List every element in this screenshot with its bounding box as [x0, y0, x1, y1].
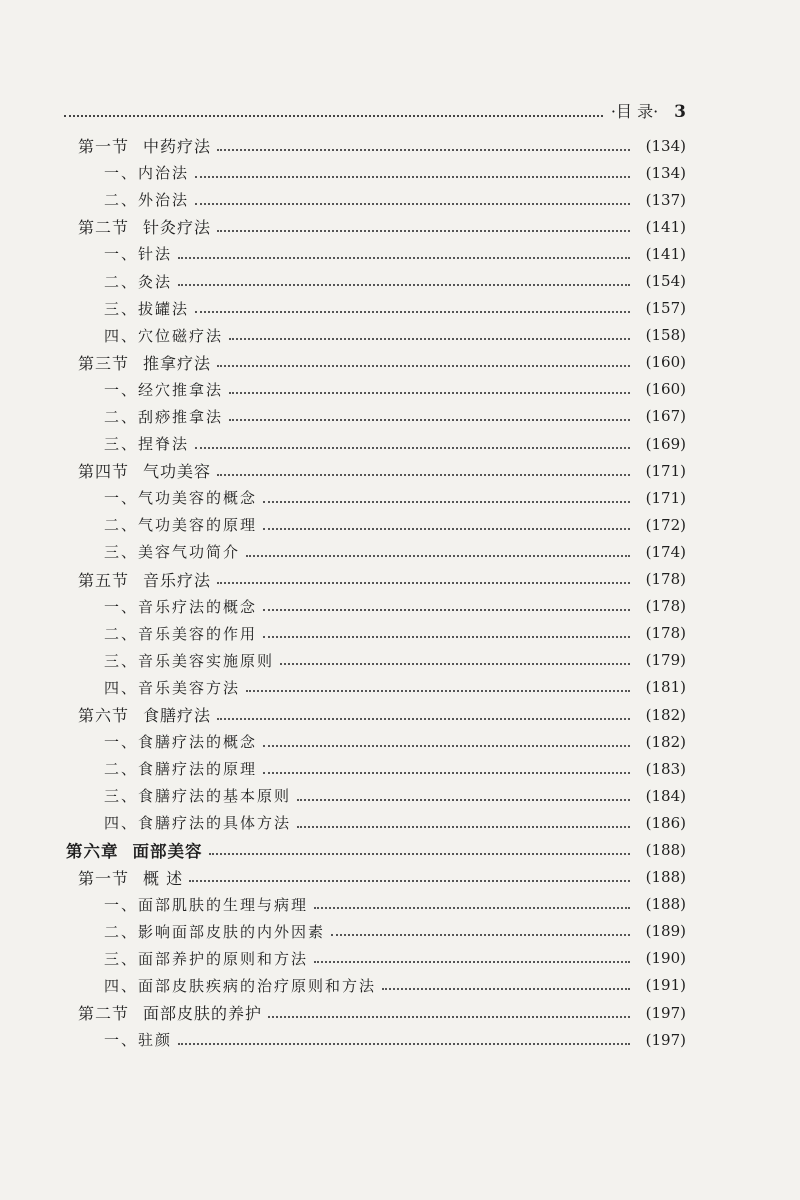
toc-entry — [64, 376, 686, 403]
toc-entry-label — [64, 215, 211, 238]
toc-entry-page: (178) — [645, 570, 686, 589]
toc-entry-text: 四、食膳疗法的具体方法 — [104, 814, 292, 833]
toc-entry-text: 食膳疗法 — [143, 706, 212, 726]
dot-leader — [195, 311, 630, 313]
toc-entry-text: 二、食膳疗法的原理 — [104, 760, 258, 779]
toc-entry-label — [64, 162, 189, 183]
toc-entry — [64, 593, 686, 620]
dot-leader — [217, 365, 630, 367]
dot-leader — [331, 934, 630, 936]
toc-entry — [64, 809, 686, 836]
toc-entry-text: 概 述 — [143, 868, 184, 888]
toc-entry-label — [64, 623, 257, 644]
running-header — [64, 98, 686, 122]
toc-entry-label — [64, 189, 189, 210]
dot-leader — [246, 690, 630, 692]
toc-entry-page: (189) — [645, 922, 686, 941]
toc-entry-label — [64, 703, 211, 726]
toc-entry-label — [64, 459, 211, 482]
dot-leader — [217, 582, 630, 584]
toc-entry — [64, 620, 686, 647]
toc-entry — [64, 1026, 686, 1053]
dot-leader — [246, 555, 630, 557]
toc-entry-page: (181) — [645, 678, 686, 697]
toc-entry-label — [64, 866, 183, 889]
toc-entry-label — [64, 298, 189, 319]
dot-leader — [263, 528, 630, 530]
toc-entry — [64, 322, 686, 349]
toc-entry-text: 一、音乐疗法的概念 — [104, 597, 258, 616]
dot-leader — [268, 1016, 630, 1018]
toc-entry-text: 三、音乐美容实施原则 — [104, 651, 275, 670]
toc-entry-page: (174) — [645, 542, 686, 561]
toc-entry-label — [64, 351, 211, 374]
toc-entry — [64, 132, 686, 159]
toc-entry-label — [64, 838, 203, 862]
toc-entry-page: (190) — [645, 949, 686, 968]
toc-entry — [64, 349, 686, 376]
toc-entry — [64, 674, 686, 701]
toc-entry-number: 第六章 — [66, 841, 119, 861]
toc-entry-text: 二、气功美容的原理 — [104, 516, 258, 535]
toc-entry-page: (186) — [645, 813, 686, 832]
dot-leader — [263, 772, 630, 774]
toc-entry-page: (182) — [645, 705, 686, 724]
toc-entry — [64, 566, 686, 593]
toc-entry-page: (134) — [645, 136, 686, 155]
toc-entry-page: (179) — [645, 651, 686, 670]
dot-leader — [263, 609, 630, 611]
toc-entry-label — [64, 541, 240, 562]
toc-entry-text: 一、驻颜 — [104, 1031, 173, 1050]
toc-entry-text: 二、外治法 — [104, 191, 190, 210]
toc-entry-number: 第一节 — [78, 868, 130, 888]
toc-entry-text: 面部皮肤的养护 — [143, 1004, 263, 1024]
toc-entry-text: 推拿疗法 — [143, 353, 212, 373]
toc-entry-label — [64, 379, 223, 400]
header-title: ·目 录· — [610, 102, 659, 121]
toc-entry — [64, 457, 686, 484]
dot-leader — [178, 257, 630, 259]
toc-entry-label — [64, 894, 308, 915]
toc-entry-label — [64, 731, 257, 752]
toc-entry-text: 一、食膳疗法的概念 — [104, 733, 258, 752]
toc-entry — [64, 945, 686, 972]
toc-entry — [64, 999, 686, 1026]
toc-entry — [64, 295, 686, 322]
toc-entry-page: (167) — [645, 407, 686, 426]
toc-entry — [64, 647, 686, 674]
toc-entry-text: 四、面部皮肤疾病的治疗原则和方法 — [104, 976, 377, 995]
toc-entry-text: 二、影响面部皮肤的内外因素 — [104, 922, 326, 941]
toc-entry-number: 第四节 — [78, 462, 130, 482]
toc-entry-label — [64, 948, 308, 969]
toc-entry-label — [64, 433, 189, 454]
toc-entry-page: (160) — [645, 353, 686, 372]
toc-entry-label — [64, 596, 257, 617]
toc-entry-text: 针灸疗法 — [143, 218, 212, 238]
dot-leader — [217, 718, 630, 720]
toc-entry-page: (188) — [645, 868, 686, 887]
toc-entry-page: (158) — [645, 326, 686, 345]
toc-entry — [64, 972, 686, 999]
toc-entry — [64, 430, 686, 457]
dot-leader — [297, 799, 630, 801]
toc-entry — [64, 864, 686, 891]
toc-entry-text: 三、拔罐法 — [104, 299, 190, 318]
toc-entry-label — [64, 325, 223, 346]
toc-entry-page: (171) — [645, 488, 686, 507]
toc-entry-number: 第三节 — [78, 353, 130, 373]
toc-entry — [64, 782, 686, 809]
toc-entry-page: (188) — [645, 840, 686, 859]
toc-entry-label — [64, 650, 274, 671]
toc-entry — [64, 891, 686, 918]
toc-entry — [64, 728, 686, 755]
toc-entry — [64, 755, 686, 782]
toc-entry-page: (178) — [645, 624, 686, 643]
table-of-contents — [64, 132, 686, 1053]
toc-entry-text: 一、经穴推拿法 — [104, 380, 224, 399]
dot-leader — [382, 988, 630, 990]
toc-entry — [64, 186, 686, 213]
toc-entry-label — [64, 812, 291, 833]
dot-leader — [209, 853, 631, 855]
toc-entry-page: (188) — [645, 895, 686, 914]
dot-leader — [263, 501, 630, 503]
dot-leader — [195, 203, 630, 205]
toc-entry-page: (157) — [645, 299, 686, 318]
toc-entry-text: 四、穴位磁疗法 — [104, 326, 224, 345]
dot-leader — [314, 961, 630, 963]
toc-entry-text: 一、气功美容的概念 — [104, 489, 258, 508]
toc-entry-page: (154) — [645, 272, 686, 291]
toc-entry-label — [64, 785, 291, 806]
toc-entry-label — [64, 568, 211, 591]
toc-entry-number: 第五节 — [78, 570, 130, 590]
toc-entry-text: 三、捏脊法 — [104, 435, 190, 454]
toc-entry-page: (137) — [645, 190, 686, 209]
page-number: 3 — [674, 102, 686, 122]
toc-entry-page: (184) — [645, 786, 686, 805]
toc-entry-label — [64, 975, 376, 996]
toc-entry — [64, 267, 686, 294]
toc-entry-label — [64, 271, 172, 292]
toc-entry-text: 一、针法 — [104, 245, 173, 264]
toc-entry-text: 四、音乐美容方法 — [104, 678, 241, 697]
toc-entry-text: 气功美容 — [143, 462, 212, 482]
toc-entry-number: 第一节 — [78, 137, 130, 157]
dot-leader — [217, 149, 630, 151]
toc-entry-text: 二、灸法 — [104, 272, 173, 291]
toc-entry — [64, 918, 686, 945]
dot-leader — [217, 474, 630, 476]
toc-entry-label — [64, 134, 211, 157]
toc-entry — [64, 240, 686, 267]
toc-entry-number: 第二节 — [78, 1004, 130, 1024]
toc-entry-page: (178) — [645, 597, 686, 616]
toc-entry-label — [64, 1029, 172, 1050]
toc-entry-page: (169) — [645, 434, 686, 453]
dot-leader — [195, 176, 630, 178]
toc-entry-text: 中药疗法 — [143, 137, 212, 157]
header-dot-leader — [64, 115, 603, 117]
toc-entry-text: 二、音乐美容的作用 — [104, 624, 258, 643]
dot-leader — [263, 745, 630, 747]
dot-leader — [280, 663, 630, 665]
toc-entry-label — [64, 1001, 262, 1024]
toc-entry-page: (160) — [645, 380, 686, 399]
toc-entry-page: (191) — [645, 976, 686, 995]
dot-leader — [263, 636, 630, 638]
dot-leader — [178, 1043, 630, 1045]
toc-entry-page: (197) — [645, 1003, 686, 1022]
toc-entry-text: 音乐疗法 — [143, 570, 212, 590]
toc-entry-number: 第六节 — [78, 706, 130, 726]
toc-entry-page: (141) — [645, 244, 686, 263]
toc-entry-label — [64, 406, 223, 427]
toc-entry — [64, 701, 686, 728]
toc-entry — [64, 213, 686, 240]
toc-entry-page: (171) — [645, 461, 686, 480]
toc-entry-text: 二、刮痧推拿法 — [104, 407, 224, 426]
toc-entry-label — [64, 758, 257, 779]
dot-leader — [189, 880, 630, 882]
toc-entry — [64, 403, 686, 430]
toc-entry-label — [64, 921, 325, 942]
toc-entry — [64, 836, 686, 863]
toc-entry — [64, 511, 686, 538]
toc-entry-text: 一、内治法 — [104, 164, 190, 183]
toc-entry-number: 第二节 — [78, 218, 130, 238]
toc-entry-label — [64, 243, 172, 264]
toc-entry-page: (182) — [645, 732, 686, 751]
toc-entry-page: (183) — [645, 759, 686, 778]
toc-entry — [64, 538, 686, 565]
dot-leader — [195, 447, 630, 449]
toc-entry-text: 面部美容 — [132, 841, 203, 861]
dot-leader — [297, 826, 630, 828]
toc-entry-label — [64, 677, 240, 698]
dot-leader — [229, 419, 630, 421]
dot-leader — [217, 230, 630, 232]
toc-entry-text: 三、面部养护的原则和方法 — [104, 949, 309, 968]
toc-entry-text: 三、美容气功简介 — [104, 543, 241, 562]
dot-leader — [314, 907, 630, 909]
dot-leader — [178, 284, 630, 286]
toc-entry — [64, 159, 686, 186]
toc-entry-label — [64, 487, 257, 508]
toc-entry-page: (197) — [645, 1030, 686, 1049]
dot-leader — [229, 338, 630, 340]
toc-entry-text: 三、食膳疗法的基本原则 — [104, 787, 292, 806]
toc-entry-page: (141) — [645, 217, 686, 236]
dot-leader — [229, 392, 630, 394]
toc-entry-page: (172) — [645, 515, 686, 534]
toc-entry-label — [64, 514, 257, 535]
toc-entry-page: (134) — [645, 163, 686, 182]
toc-entry-text: 一、面部肌肤的生理与病理 — [104, 895, 309, 914]
toc-entry — [64, 484, 686, 511]
